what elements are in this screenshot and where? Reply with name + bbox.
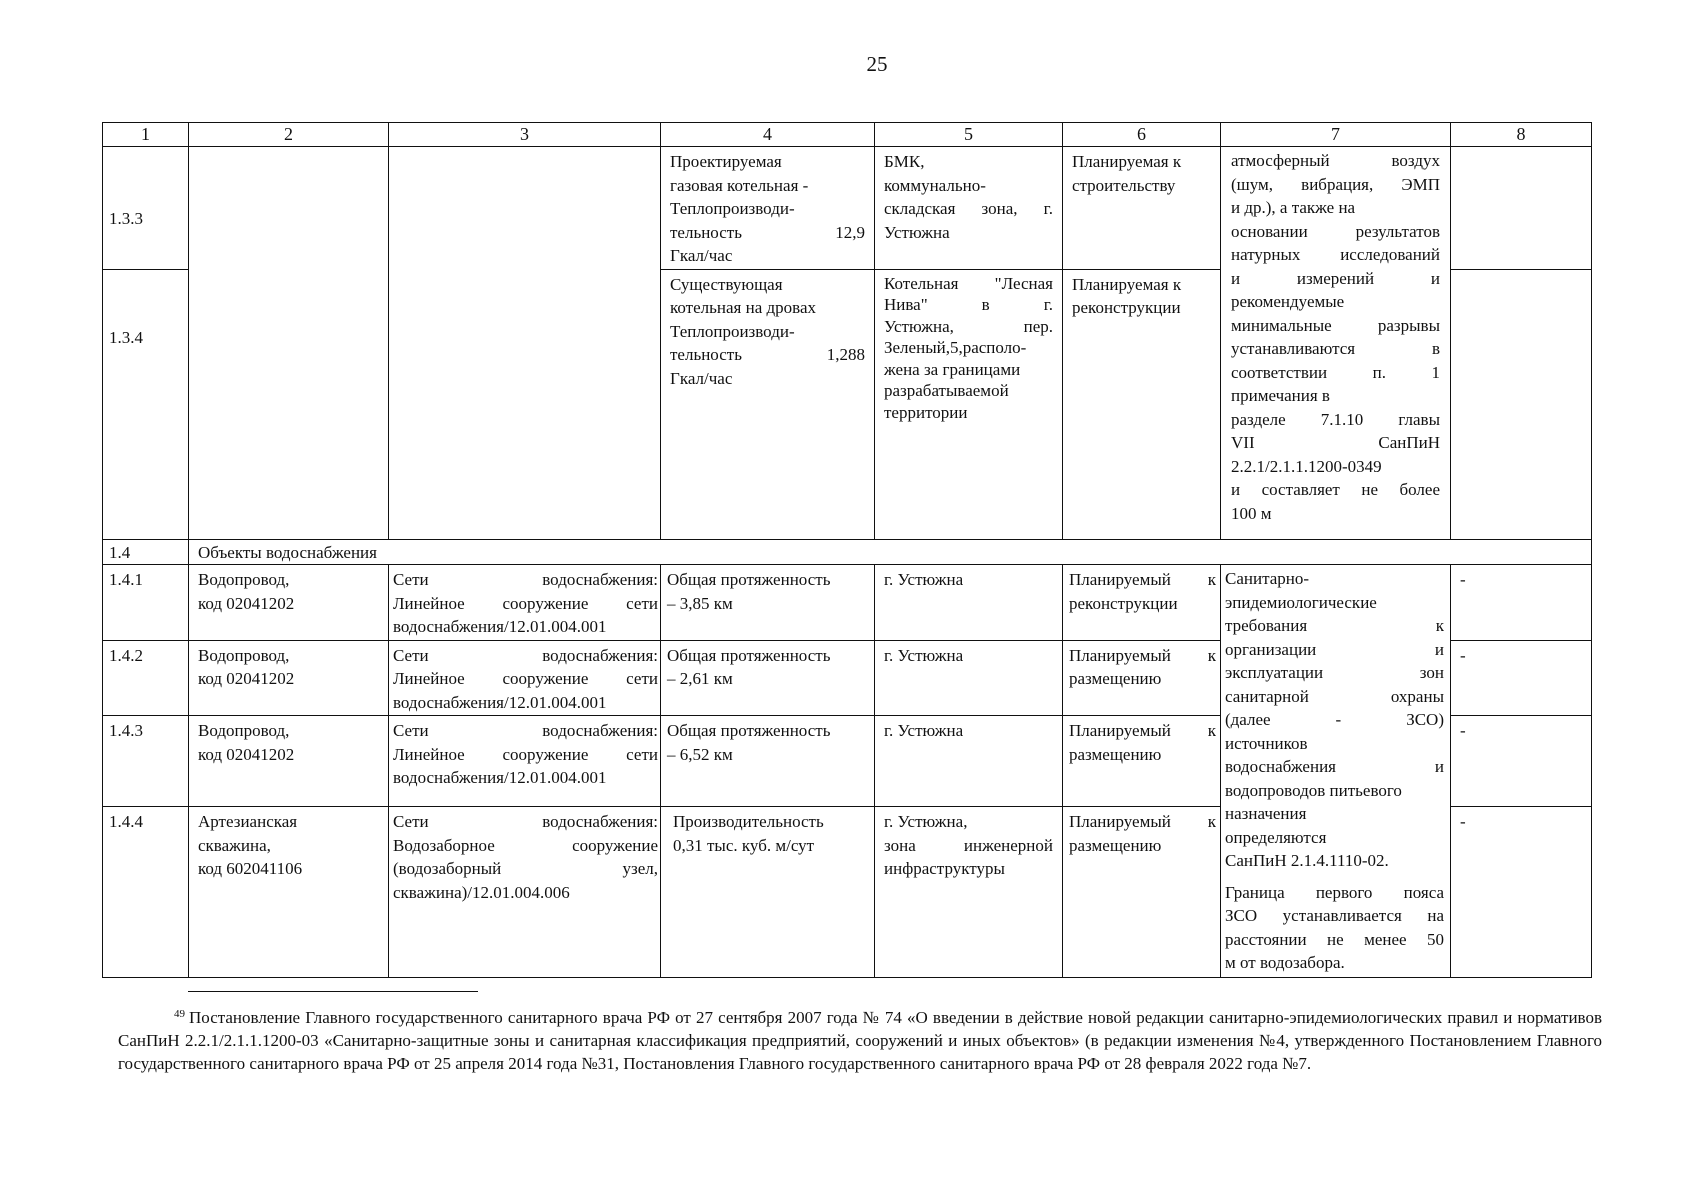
- text-line: ЗСО устанавливается на: [1225, 906, 1444, 925]
- text-line: Общая протяженность: [667, 721, 831, 740]
- header-cell: 5: [875, 123, 1063, 147]
- facility-description: [661, 147, 875, 270]
- text-line: Линейное сооружение сети: [393, 669, 658, 688]
- text-line: основании результатов: [1231, 221, 1440, 241]
- row-number: 1.4.1: [103, 565, 189, 641]
- object-type: [389, 807, 661, 978]
- row-number: 1.4.4: [103, 807, 189, 978]
- page-number: 25: [866, 52, 888, 76]
- text-line: Линейное сооружение сети: [393, 593, 658, 613]
- text-line: Производительность: [673, 812, 824, 831]
- text-line: Зеленый,5,располо-: [884, 338, 1027, 357]
- text-line: источников: [1225, 733, 1308, 753]
- text-line: определяются: [1225, 827, 1327, 847]
- text-line: водоснабжения/12.01.004.001: [393, 617, 607, 636]
- text-line: разделе 7.1.10 главы: [1231, 409, 1440, 429]
- text-line: минимальные разрывы: [1231, 315, 1440, 335]
- text-line: 0,31 тыс. куб. м/сут: [673, 835, 815, 855]
- text-line: Граница первого пояса: [1225, 882, 1444, 902]
- text-line: – 6,52 км: [667, 744, 733, 764]
- text-line: Существующая: [670, 274, 783, 294]
- text-line: Теплопроизводи-: [670, 321, 795, 341]
- text-line: примечания в: [1231, 386, 1330, 405]
- row-number: 1.3.3: [103, 147, 189, 270]
- table-cell: [389, 147, 661, 540]
- text-line: тельность 12,9: [670, 222, 865, 242]
- text-line: Водопровод,: [198, 645, 290, 665]
- location-cell: [875, 269, 1063, 539]
- sanitary-requirements-cell: [1221, 147, 1451, 540]
- text-line: Планируемый к: [1069, 645, 1216, 665]
- text-line: санитарной охраны: [1225, 686, 1444, 706]
- text-line: Линейное сооружение сети: [393, 744, 658, 764]
- text-line: котельная на дровах: [670, 298, 816, 317]
- text-line: соответствии п. 1: [1231, 362, 1440, 382]
- text-line: Водопровод,: [198, 570, 290, 589]
- text-line: Проектируемая: [670, 152, 782, 171]
- text-line: Гкал/час: [670, 368, 733, 388]
- text-line: – 2,61 км: [667, 669, 733, 688]
- notes-cell: -: [1451, 807, 1592, 978]
- table-row: [103, 147, 1592, 270]
- text-line: Теплопроизводи-: [670, 199, 795, 218]
- status-cell: [1063, 565, 1221, 641]
- header-cell: 4: [661, 123, 875, 147]
- text-line: рекомендуемые: [1231, 292, 1345, 311]
- object-type: [389, 640, 661, 716]
- text-line: СанПиН 2.1.4.1110-02.: [1225, 851, 1389, 870]
- text-line: Планируемый к: [1069, 812, 1216, 831]
- footnote-separator: [188, 991, 478, 992]
- text-line: размещению: [1069, 744, 1162, 764]
- location-cell: [875, 807, 1063, 978]
- location-cell: г. Устюжна: [875, 716, 1063, 807]
- section-row: [103, 539, 1592, 565]
- text-line: территории: [884, 402, 968, 422]
- text-line: устанавливаются в: [1231, 339, 1440, 358]
- text-line: складская зона, г.: [884, 199, 1053, 218]
- text-line: Планируемый к: [1069, 721, 1216, 740]
- table-cell: [1451, 269, 1592, 539]
- text-line: атмосферный воздух: [1231, 151, 1440, 170]
- text-line: натурных исследований: [1231, 245, 1440, 264]
- text-line: водоснабжения и: [1225, 757, 1444, 776]
- text-line: разрабатываемой: [884, 381, 1009, 400]
- notes-cell: -: [1451, 640, 1592, 716]
- text-line: (шум, вибрация, ЭМП: [1231, 174, 1440, 194]
- text-line: зона инженерной: [884, 835, 1053, 855]
- sanitary-requirements-cell: [1221, 565, 1451, 978]
- zso-boundary-note: [1225, 881, 1444, 975]
- status-cell: Планируемая к строительству: [1063, 147, 1221, 270]
- text-line: код 02041202: [198, 669, 295, 688]
- header-cell: 8: [1451, 123, 1592, 147]
- text-line: эпидемиологические: [1225, 592, 1377, 612]
- object-type: [389, 716, 661, 807]
- object-characteristics: [661, 807, 875, 978]
- text-line: Артезианская: [198, 812, 298, 831]
- text-line: расстоянии не менее 50: [1225, 929, 1444, 949]
- facilities-table: [102, 122, 1592, 978]
- text-line: Санитарно-: [1225, 569, 1310, 588]
- facility-description: [661, 269, 875, 539]
- text-line: размещению: [1069, 669, 1162, 688]
- text-line: м от водозабора.: [1225, 953, 1345, 972]
- text-line: реконструкции: [1069, 593, 1178, 613]
- text-line: назначения: [1225, 804, 1307, 823]
- status-cell: [1063, 640, 1221, 716]
- object-characteristics: [661, 565, 875, 641]
- text-line: водоснабжения/12.01.004.001: [393, 768, 607, 787]
- footnote-marker: 49: [174, 1008, 185, 1020]
- table-header-row: [103, 123, 1592, 147]
- text-line: газовая котельная -: [670, 175, 809, 195]
- text-line: Сети водоснабжения:: [393, 570, 658, 589]
- notes-cell: -: [1451, 565, 1592, 641]
- header-cell: 2: [189, 123, 389, 147]
- text-line: Гкал/час: [670, 246, 733, 265]
- row-number: 1.4.2: [103, 640, 189, 716]
- text-line: Сети водоснабжения:: [393, 645, 658, 665]
- location-cell: г. Устюжна: [875, 640, 1063, 716]
- text-line: 2.2.1/2.1.1.1200-0349: [1231, 456, 1382, 476]
- text-line: – 3,85 км: [667, 593, 733, 613]
- text-line: Устюжна, пер.: [884, 316, 1053, 336]
- text-line: и др.), а также на: [1231, 198, 1356, 217]
- text-line: и составляет не более: [1231, 480, 1440, 499]
- text-line: 100 м: [1231, 503, 1272, 523]
- header-cell: 3: [389, 123, 661, 147]
- object-characteristics: [661, 640, 875, 716]
- object-name: [189, 807, 389, 978]
- footnote-text: Постановление Главного государственного санитарного врача РФ от 27 сентября 2007 года № 74 «О введении в действие новой редакции санитарно-эпидемиологических правил и нормативов СанПиН 2.2.1/2.1.1.1200-03 «Санитарно-защитные зоны и санитарная классификация предприятий, сооружений и иных объектов» (в редакции изменения №4, утвержденного Постановлением Главного государственного санитарного врача РФ от 25 апреля 2014 года №31, Постановления Главного государственного санитарного врача РФ от 28 февраля 2022 года №7.: [118, 1008, 1602, 1073]
- text-line: эксплуатации зон: [1225, 663, 1444, 682]
- text-line: Планируемый к: [1069, 570, 1216, 589]
- text-line: Нива" в г.: [884, 295, 1053, 314]
- text-line: Водопровод,: [198, 721, 290, 740]
- text-line: Общая протяженность: [667, 645, 831, 665]
- text-line: жена за границами: [884, 359, 1021, 379]
- section-title: Объекты водоснабжения: [189, 539, 1592, 565]
- text-line: коммунально-: [884, 175, 986, 195]
- location-cell: [875, 147, 1063, 270]
- text-line: Общая протяженность: [667, 570, 831, 589]
- footnote: [118, 1003, 1602, 1075]
- object-name: [189, 640, 389, 716]
- text-line: инфраструктуры: [884, 859, 1005, 878]
- header-cell: 1: [103, 123, 189, 147]
- table-cell: [189, 147, 389, 540]
- text-line: БМК,: [884, 152, 925, 171]
- text-line: код 02041202: [198, 744, 295, 764]
- status-cell: [1063, 807, 1221, 978]
- status-cell: [1063, 716, 1221, 807]
- object-characteristics: [661, 716, 875, 807]
- text-line: требования к: [1225, 616, 1444, 635]
- status-cell: Планируемая к реконструкции: [1063, 269, 1221, 539]
- table-row: [103, 565, 1592, 641]
- header-cell: 6: [1063, 123, 1221, 147]
- location-cell: г. Устюжна: [875, 565, 1063, 641]
- text-line: скважина,: [198, 835, 271, 855]
- text-line: водоснабжения/12.01.004.001: [393, 692, 607, 712]
- text-line: Водозаборное сооружение: [393, 835, 658, 855]
- text-line: водопроводов питьевого: [1225, 780, 1402, 800]
- row-number: 1.4: [103, 539, 189, 565]
- text-line: Устюжна: [884, 222, 950, 242]
- text-line: VII СанПиН: [1231, 433, 1440, 452]
- text-line: Сети водоснабжения:: [393, 721, 658, 740]
- header-cell: 7: [1221, 123, 1451, 147]
- object-type: [389, 565, 661, 641]
- text-line: (водозаборный узел,: [393, 859, 658, 878]
- text-line: код 02041202: [198, 593, 295, 613]
- text-line: размещению: [1069, 835, 1162, 855]
- table-cell: [1451, 147, 1592, 270]
- row-number: 1.4.3: [103, 716, 189, 807]
- text-line: (далее - ЗСО): [1225, 710, 1444, 729]
- text-line: скважина)/12.01.004.006: [393, 882, 570, 902]
- text-line: организации и: [1225, 639, 1444, 659]
- text-line: Котельная "Лесная: [884, 273, 1053, 293]
- object-name: [189, 716, 389, 807]
- text-line: г. Устюжна,: [884, 812, 968, 831]
- text-line: тельность 1,288: [670, 345, 865, 364]
- object-name: [189, 565, 389, 641]
- notes-cell: -: [1451, 716, 1592, 807]
- row-number: 1.3.4: [103, 269, 189, 539]
- text-line: Сети водоснабжения:: [393, 812, 658, 831]
- text-line: и измерений и: [1231, 268, 1440, 288]
- text-line: код 602041106: [198, 859, 303, 878]
